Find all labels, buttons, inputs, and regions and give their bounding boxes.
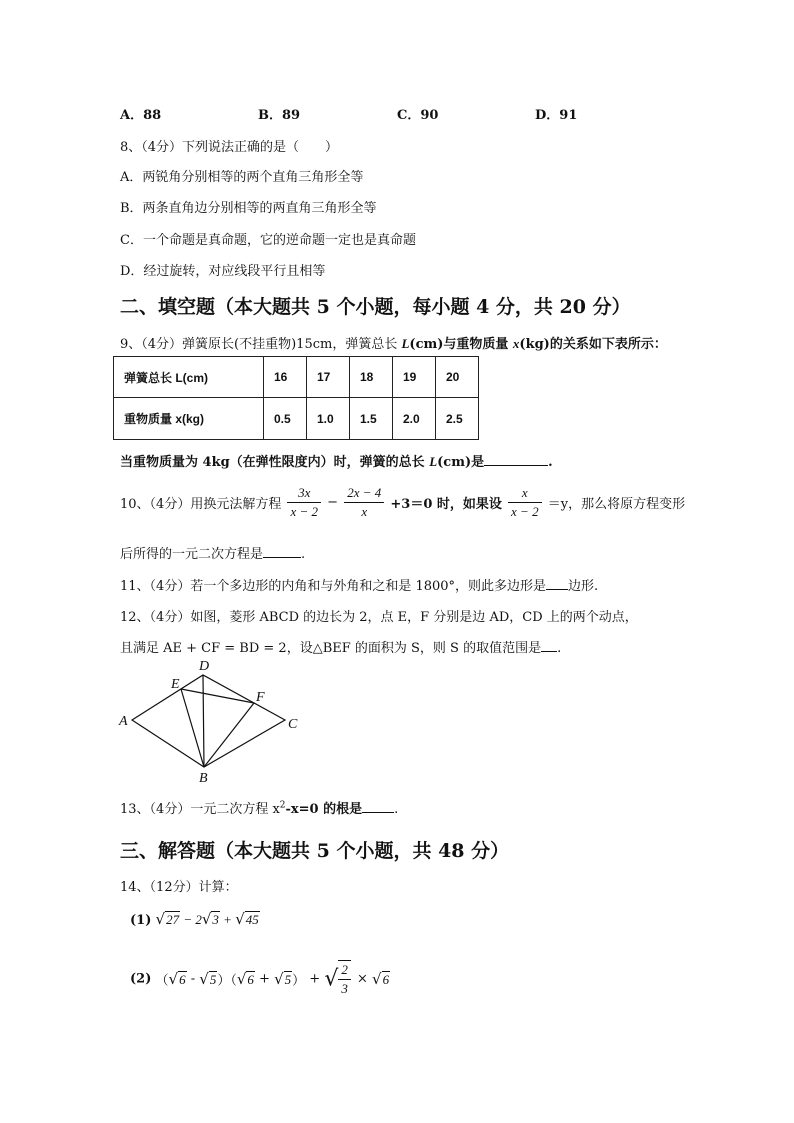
q8-stem: 8、（4分）下列说法正确的是（ ） (120, 140, 339, 155)
fraction-1: $\frac{3x}{x - 2}$ (287, 484, 321, 521)
q11: 11、（4分）若一个多边形的内角和与外角和之和是 1800°，则此多边形是 边形. (120, 579, 599, 594)
table-row (114, 398, 479, 440)
answer-blank (484, 453, 548, 466)
q9-stem: 9、（4分）弹簧原长(不挂重物)15cm，弹簧总长 L(cm)与重物质量 x(kg)的关系如下表所示： (120, 336, 667, 352)
diagonal-bd (203, 675, 204, 767)
table-cell: 2.5 (436, 398, 479, 440)
table-cell: 19 (393, 357, 436, 398)
table-cell: 1.0 (307, 398, 350, 440)
section2-title: 二、填空题（本大题共 5 个小题，每小题 4 分，共 20 分） (120, 296, 631, 318)
label-a: A (119, 714, 128, 729)
label-c: C (288, 717, 298, 732)
fraction-3: $\frac{x}{x - 2}$ (508, 484, 542, 521)
table-cell: 18 (350, 357, 393, 398)
q14-stem: 14、（12分）计算： (120, 880, 238, 895)
q10-line1: 10、（4分）用换元法解方程 $\frac{3x}{x - 2}$ − $\frac{2x - 4}{x}$ +3＝0 时，如果设 $\frac{x}{x - 2}$ ＝y，那么将原方程变形 (120, 485, 686, 519)
table-cell: 17 (307, 357, 350, 398)
q7-option-a: A．88 (120, 108, 162, 123)
table-cell: 1.5 (350, 398, 393, 440)
segment-bf (204, 703, 254, 767)
q8-option-c: C．一个命题是真命题，它的逆命题一定也是真命题 (120, 233, 416, 248)
q7-option-d: D．91 (535, 108, 578, 123)
q7-option-c: C．90 (397, 108, 439, 123)
q14-part1: (1) √27 − 2√3 + √45 (130, 910, 259, 928)
q9-followup: 当重物质量为 4kg（在弹性限度内）时，弹簧的总长 L(cm)是 . (120, 454, 553, 470)
table-header-mass: 重物质量 x(kg) (114, 398, 264, 440)
label-f: F (256, 690, 265, 705)
q7-option-b: B．89 (258, 108, 301, 123)
label-d: D (199, 659, 210, 674)
answer-blank (362, 800, 394, 813)
table-cell: 16 (264, 357, 307, 398)
spring-table (113, 356, 479, 440)
segment-be (181, 689, 204, 767)
answer-blank (541, 639, 557, 652)
section3-title: 三、解答题（本大题共 5 个小题，共 48 分） (120, 840, 510, 862)
label-b: B (199, 771, 208, 785)
rhombus-abcd (132, 675, 285, 767)
label-e: E (171, 677, 180, 692)
q10-line2: 后所得的一元二次方程是 . (120, 547, 306, 562)
q12-line1: 12、（4分）如图，菱形 ABCD 的边长为 2，点 E，F 分别是边 AD，CD 上的两个动点， (120, 610, 638, 625)
answer-blank (546, 577, 568, 590)
table-header-length: 弹簧总长 L(cm) (114, 357, 264, 398)
table-cell: 20 (436, 357, 479, 398)
segment-ef (181, 689, 254, 703)
q8-option-b: B．两条直角边分别相等的两直角三角形全等 (120, 201, 377, 216)
q12-line2: 且满足 AE + CF = BD = 2，设△BEF 的面积为 S，则 S 的取值范围是 . (120, 641, 562, 656)
q8-option-a: A．两锐角分别相等的两个直角三角形全等 (120, 170, 364, 185)
table-cell: 2.0 (393, 398, 436, 440)
answer-blank (263, 545, 301, 558)
fraction-2: $\frac{2x - 4}{x}$ (344, 484, 384, 521)
rhombus-figure (110, 655, 310, 785)
q14-part2: (2) （√6 - √5）（√6 + √5） + √ $\frac{2}{3}$ × √6 (130, 962, 390, 996)
q13: 13、（4分）一元二次方程 $x^2-x=0$ 的根是 . (120, 800, 399, 817)
table-row (114, 357, 479, 398)
q8-option-d: D．经过旋转，对应线段平行且相等 (120, 264, 326, 279)
table-cell: 0.5 (264, 398, 307, 440)
